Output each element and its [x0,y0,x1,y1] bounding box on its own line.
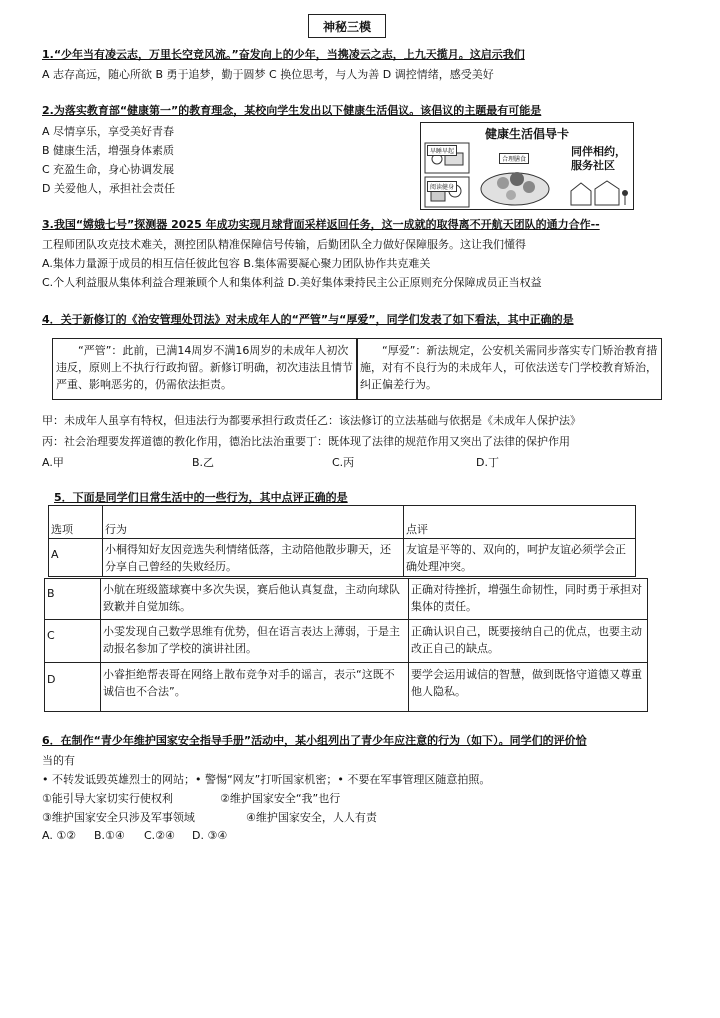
strict-management-box [52,338,358,400]
question-2-option-b: B 健康生活，增强身体素质 [42,144,175,157]
question-4-option-c: C.丙 [332,456,355,469]
question-6-stem-cont: 当的有 [42,754,75,767]
question-2-option-d: D 关爱他人，承担社会责任 [42,182,175,195]
q5-row-a-comment: 友谊是平等的、双向的，呵护友谊必须学会正确处理冲突。 [406,543,626,573]
question-6-statement-2: ②维护国家安全“我”也行 [220,792,341,805]
q5-row-a-action: 小桐得知好友因竞选失利情绪低落，主动陪他散步聊天，还分享自己曾经的失败经历。 [105,543,391,573]
question-6-stem: 6．在制作“青少年维护国家安全指导手册”活动中，某小组列出了青少年应注意的行为（如下）。同学们的评价恰 [42,734,587,747]
question-3-stem: 3.我国“嫦娥七号”探测器 2025 年成功实现月球背面采样返回任务，这一成就的取得离不开航天团队的通力合作-- [42,218,600,231]
q5-row-b-option: B [47,587,55,600]
strict-management-text: “严管”：此前，已满14周岁不满16周岁的未成年人初次违反，原则上不执行行政拘留。新修订明确，初次违法且情节严重、影响恶劣的，仍需依法拒责。 [56,344,353,391]
q5-row-divider-2 [44,662,648,663]
q5-row-c-action: 小雯发现自己数学思维有优势，但在语言表达上薄弱，于是主动报名参加了学校的演讲社团。 [103,625,400,655]
community-houses-icon [569,179,631,207]
q5-row-d-comment: 要学会运用诚信的智慧，做到既恪守道德又尊重他人隐私。 [411,668,642,698]
question-6-option-a: A. ①② [42,829,77,842]
health-card-slogan: 同伴相约，服务社区 [571,145,626,172]
q5-row-b-action: 小航在班级篮球赛中多次失误，赛后他认真复盘，主动向球队致歉并自觉加练。 [103,583,400,613]
q5-header-comment: 点评 [406,523,428,536]
question-5-stem: 5．下面是同学们日常生活中的一些行为，其中点评正确的是 [54,491,348,504]
question-1-stem: 1.“少年当有凌云志，万里长空竞风流。”奋发向上的少年，当携凌云之志，上九天揽月。这启示我们 [42,48,525,61]
health-card-image [420,122,634,210]
question-4-statements-2: 丙：社会治理要发挥道德的教化作用，德治比法治重要丁：既体现了法律的规范作用又突出了法律的保护作用 [42,435,570,448]
question-4-stem: 4．关于新修订的《治安管理处罚法》对未成年人的“严管”与“厚爱”，同学们发表了如下看法，其中正确的是 [42,313,574,326]
card-label-3: 阅读健身 [427,181,457,192]
card-label-2: 合理膳食 [499,153,529,164]
question-6-statement-3: ③维护国家安全只涉及军事领域 [42,811,195,824]
question-6-option-d: D. ③④ [192,829,228,842]
q5-header-action: 行为 [105,523,127,536]
q5-row-divider-1 [44,619,648,620]
question-6-statement-4: ④维护国家安全，人人有责 [246,811,377,824]
question-2-option-c: C 充盈生命，身心协调发展 [42,163,175,176]
question-3-line2: 工程师团队攻克技术难关，测控团队精准保障信号传输，后勤团队全力做好保障服务。这让我们懂得 [42,238,526,251]
question-4-statements-1: 甲：未成年人虽享有特权，但违法行为都要承担行政责任乙：该法修订的立法基础与依据是《未成年人保护法》 [42,414,581,427]
question-4-option-b: B.乙 [192,456,215,469]
question-1-options: A 志存高远，随心所欲 B 勇于追梦，勤于圆梦 C 换位思考，与人为善 D 调控情绪，感受美好 [42,68,494,81]
q5-row-c-option: C [47,629,55,642]
question-6-option-c: C.②④ [144,829,175,842]
loving-care-text: “厚爱”：新法规定，公安机关需同步落实专门矫治教育措施，对有不良行为的未成年人，可依法送专门学校教育矫治，纠正偏差行为。 [360,344,658,391]
q5-row-b-comment: 正确对待挫折，增强生命韧性，同时勇于承担对集体的责任。 [411,583,642,613]
question-4-option-a: A.甲 [42,456,64,469]
q5-row-c-comment: 正确认识自己，既要接纳自己的优点，也要主动改正自己的缺点。 [411,625,642,655]
question-3-options-cd: C.个人利益服从集体利益合理兼顾个人和集体利益 D.美好集体秉持民主公正原则充分保障成员正当权益 [42,276,542,289]
question-3-options-ab: A.集体力量源于成员的相互信任彼此包容 B.集体需要凝心聚力团队协作共克难关 [42,257,431,270]
q5-row-d-action: 小睿拒绝帮表哥在网络上散布竞争对手的谣言，表示“这既不诚信也不合法”。 [103,668,395,698]
health-card-title: 健康生活倡导卡 [484,127,569,141]
q5-header-option: 选项 [51,523,73,536]
question-2-option-a: A 尽情享乐，享受美好青春 [42,125,175,138]
q5-row-d-option: D [47,673,56,686]
question-6-statement-1: ①能引导大家切实行使权利 [42,792,173,805]
loving-care-box [356,338,662,400]
q5-row-a-option: A [51,548,59,561]
card-label-1: 早睡早起 [427,145,457,156]
page-title: 神秘三模 [308,14,386,38]
question-6-option-b: B.①④ [94,829,125,842]
question-6-bullets: • 不转发诋毁英雄烈士的网站；• 警惕“网友”打听国家机密；• 不要在军事管理区随意拍照。 [42,773,491,786]
question-2-stem: 2.为落实教育部“健康第一”的教育理念，某校向学生发出以下健康生活倡议。该倡议的主题最有可能是 [42,104,542,117]
question-4-option-d: D.丁 [476,456,499,469]
